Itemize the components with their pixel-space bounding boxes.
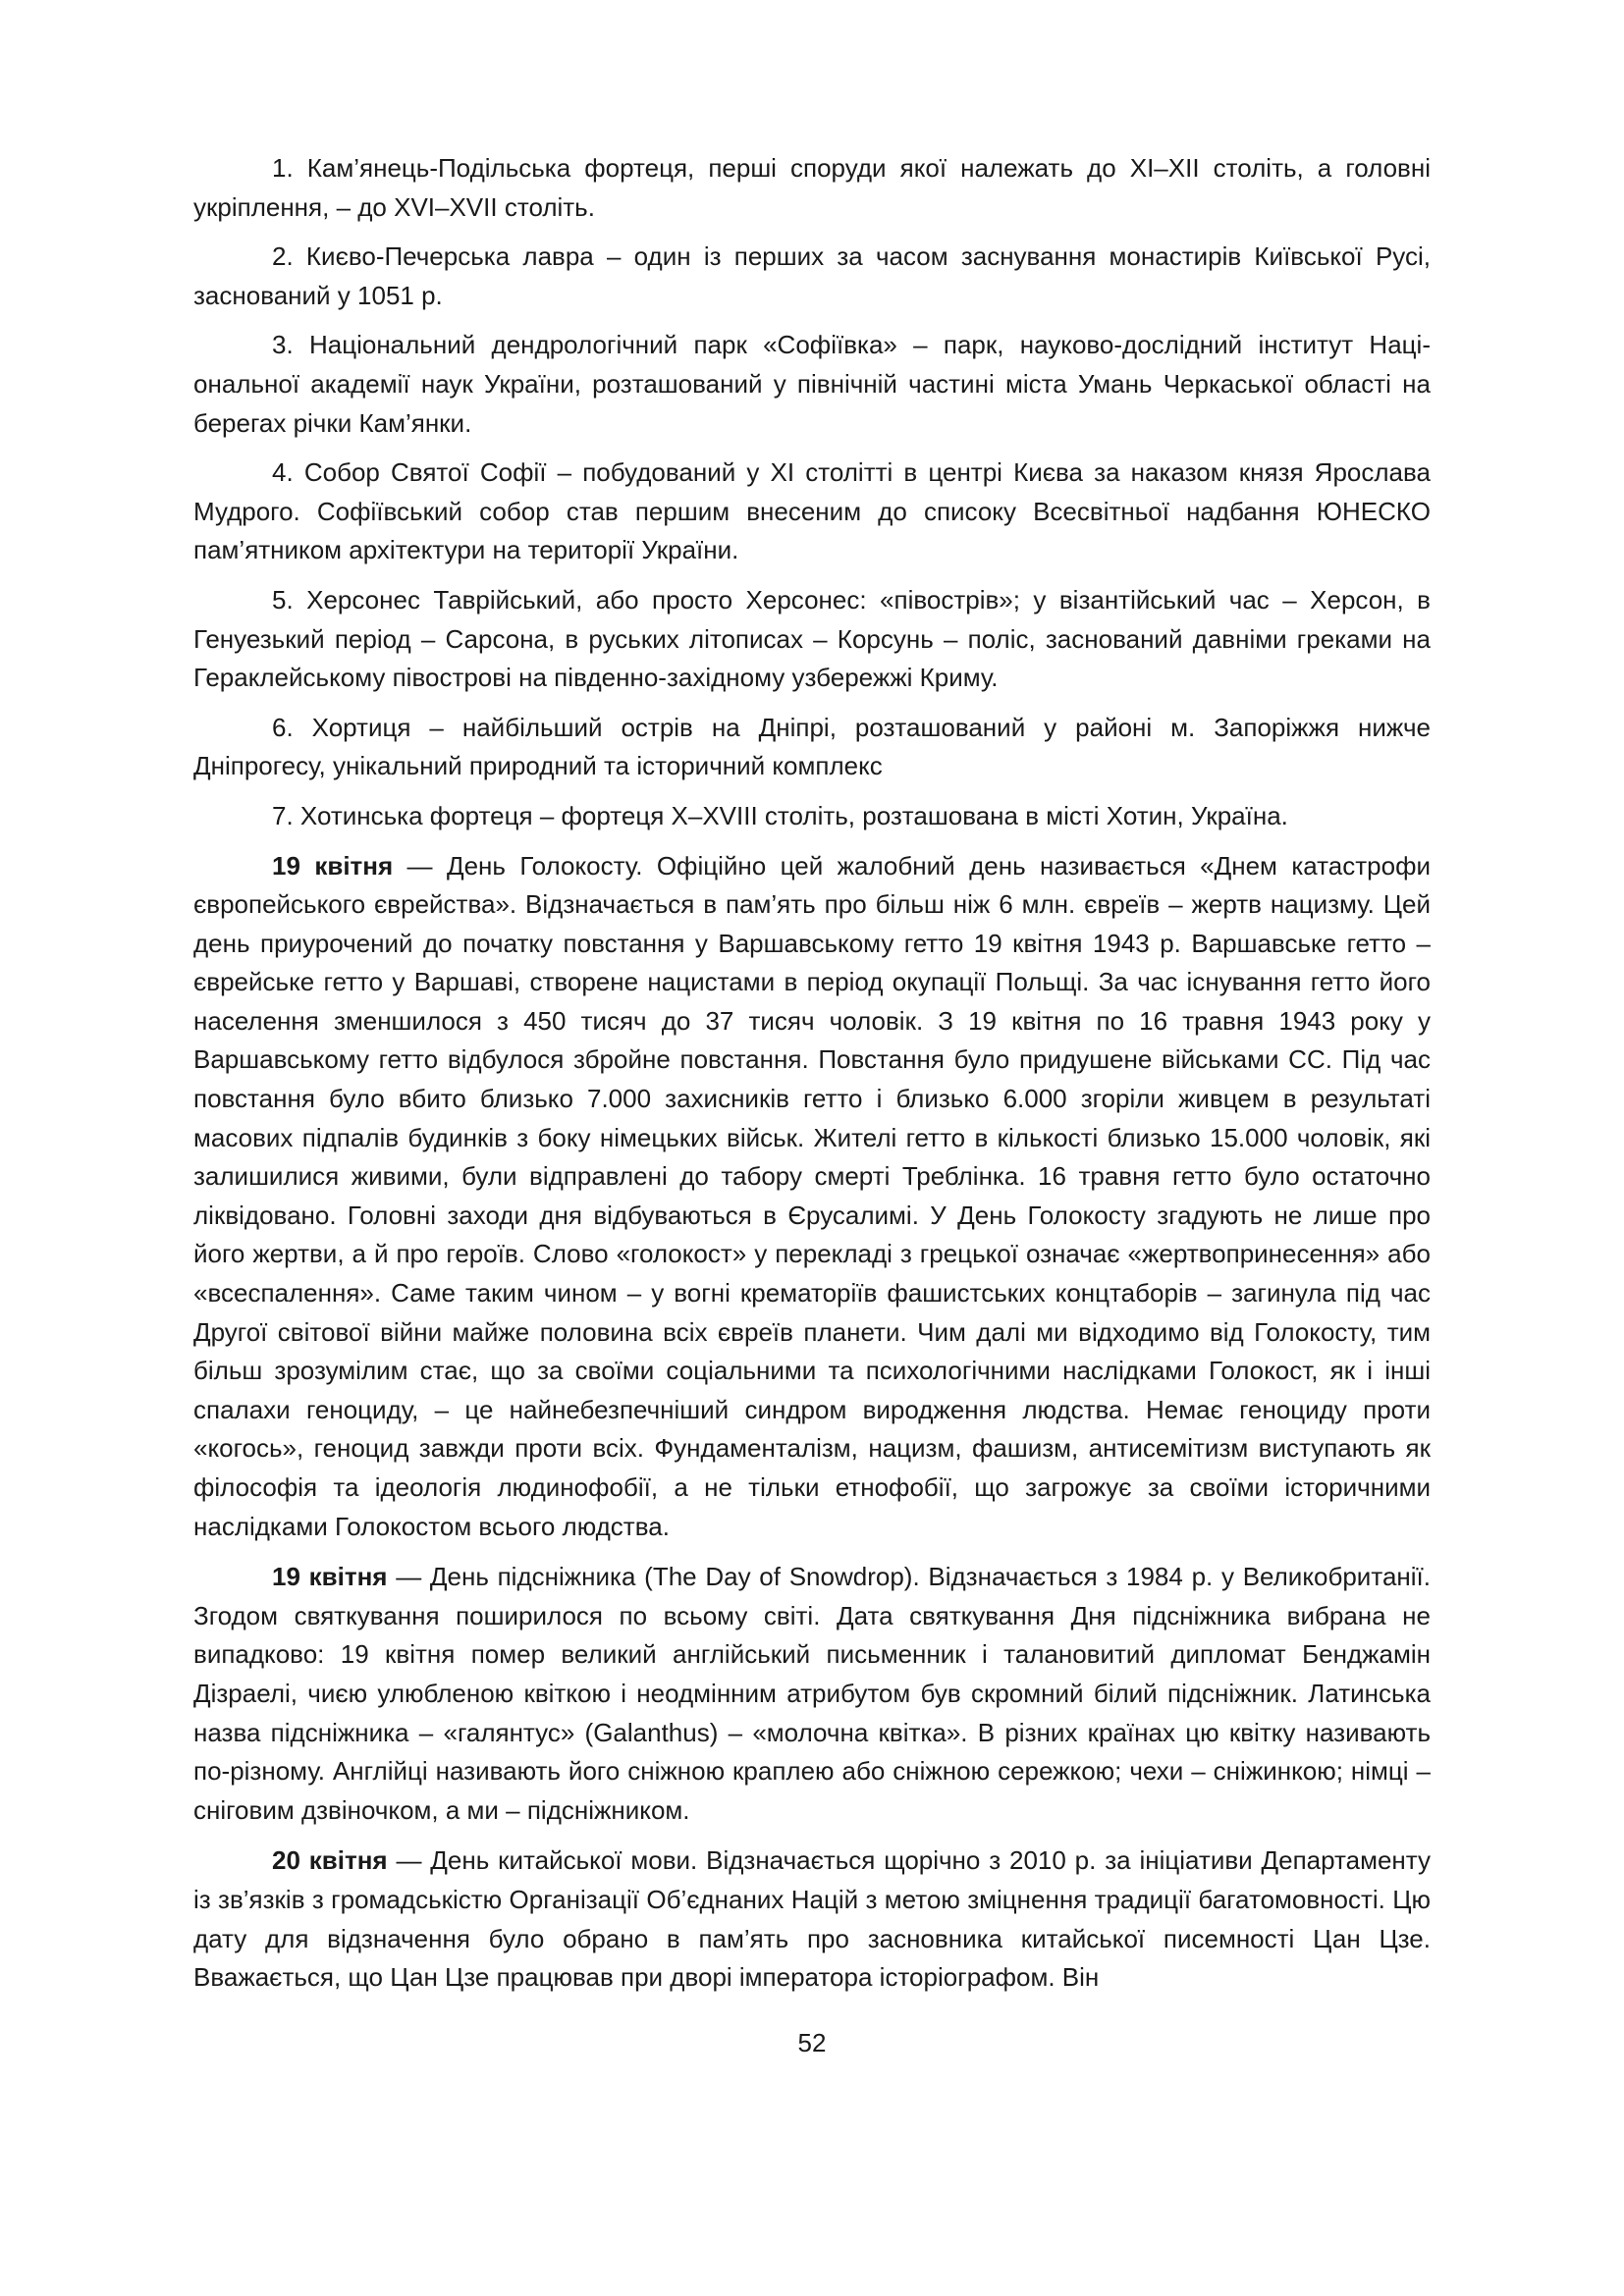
list-item-5: 5. Херсонес Таврійський, або просто Херсонес: «півострів»; у візантійський час – Херсон, в Генуезький період – Сарсона, в руських літописах – Корсунь – поліс, заснований давніми греками на Гераклейському півострові на південно-західному узбережжі Криму.	[193, 584, 1431, 693]
entry-holocaust-day	[193, 847, 1431, 1547]
list-item-7: 7. Хотинська фортеця – фортеця X–XVIII століть, розташована в місті Хотин, Україна.	[272, 800, 1288, 830]
entry-date: 19 квітня	[272, 1562, 388, 1592]
entry-text: — День Голокосту. Офіційно цей жалобний день називається «Днем катастрофи європейського єврейства». Відзначається в пам’ять про більш ніж 6 млн. євреїв – жертв нацизму. Цей день приурочений до початку повстання у Варшавському гетто 19 квітня 1943 р. Варшавське гетто – єврейське гетто у Варшаві, створене нацистами в період окупації Польщі. За час існування гетто його населення зменшилося з 450 тисяч до 37 тисяч чоловік. З 19 квітня по 16 травня 1943 року у Варшавському гетто відбулося збройне повстання. Повстання було придушене військами СС. Під час повстання було вбито близько 7.000 захисників гетто і близько 6.000 згоріли живцем в результаті масових підпалів будинків з боку німецьких військ. Жителі гетто в кількості близько 15.000 чоловік, які залишилися живими, були відправлені до табору смерті Треблінка. 16 травня гетто було остаточно ліквідовано. Головні заходи дня відбуваються в Єрусалимі. У День Голокосту згадують не лише про його жертви, а й про героїв. Слово «голокост» у перекладі з грецької означає «жертвопринесення» або «всеспалення». Саме таким чином – у вогні крематоріїв фашистських концтаборів – загинула під час Другої світової війни майже половина всіх євреїв планети. Чим далі ми відходимо від Голокосту, тим більш зрозумілим стає, що за своїми соціальними та психологічними наслідками Голокост, як і інші спалахи геноциду, – це найнебезпечніший синдром виродження людства. Немає геноциду проти «когось», геноцид завжди проти всіх. Фундаменталізм, нацизм, фашизм, антисемітизм виступають як філософія та ідеологія людинофобії, а не тільки етнофобії, що загрожує за своїми історичними наслідками Голокостом всього людства.	[193, 850, 1431, 1541]
entry-date: 19 квітня	[272, 850, 394, 881]
list-item-3: 3. Національний дендрологічний парк «Софіївка» – парк, науково-дослідний інститут Національної академії наук України, розташований у північній частині міста Умань Черкаської області на берегах річки Кам’янки.	[193, 330, 1431, 438]
entry-snowdrop-day	[193, 1558, 1431, 1830]
page-number: 52	[797, 2028, 827, 2057]
list-item-1: 1. Кам’янець-Подільська фортеця, перші споруди якої належать до XI–XII століть, а головні укріплення, – до XVI–XVII століть.	[193, 153, 1431, 222]
list-item-6: 6. Хортиця – найбільший острів на Дніпрі, розташований у районі м. Запоріжжя нижче Дніпрогесу, унікальний природний та історичний комплекс	[193, 712, 1431, 781]
entry-chinese-language-day	[193, 1842, 1431, 1997]
page-body	[193, 149, 1431, 2009]
list-item-4: 4. Собор Святої Софії – побудований у XI столітті в центрі Києва за наказом князя Ярослава Мудрого. Софіївський собор став першим внесеним до списоку Всесвітньої надбання ЮНЕСКО пам’ятником архітектури на території України.	[193, 457, 1431, 565]
list-item-2: 2. Києво-Печерська лавра – один із перших за часом заснування монастирів Київської Русі, заснований у 1051 р.	[193, 241, 1431, 310]
entry-date: 20 квітня	[272, 1845, 388, 1876]
entry-text: — День китайської мови. Відзначається щорічно з 2010 р. за ініціативи Департаменту із зв’язків з громадськістю Організації Об’єднаних Націй з метою зміцнення традиції багатомовності. Цю дату для відзначення було обрано в пам’ять про засновника китайської писемності Цан Цзе. Вважається, що Цан Цзе працював при дворі імператора історіографом. Він	[193, 1845, 1431, 1993]
entry-text: — День підсніжника (The Day of Snowdrop). Відзначається з 1984 р. у Великобританії. Згодом святкування поширилося по всьому світі. Дата святкування Дня підсніжника вибрана не випадково: 19 квітня помер великий англійський письменник і талановитий дипломат Бенджамін Дізраелі, чиєю улюбленою квіткою і неодмінним атрибутом був скромний білий підсніжник. Латинська назва підсніжника – «галянтус» (Galanthus) – «молочна квітка». В різних країнах цю квітку називають по-різному. Англійці називають його сніжною краплею або сніжною сережкою; чехи – сніжинкою; німці – сніговим дзвіночком, а ми – підсніжником.	[193, 1562, 1431, 1825]
